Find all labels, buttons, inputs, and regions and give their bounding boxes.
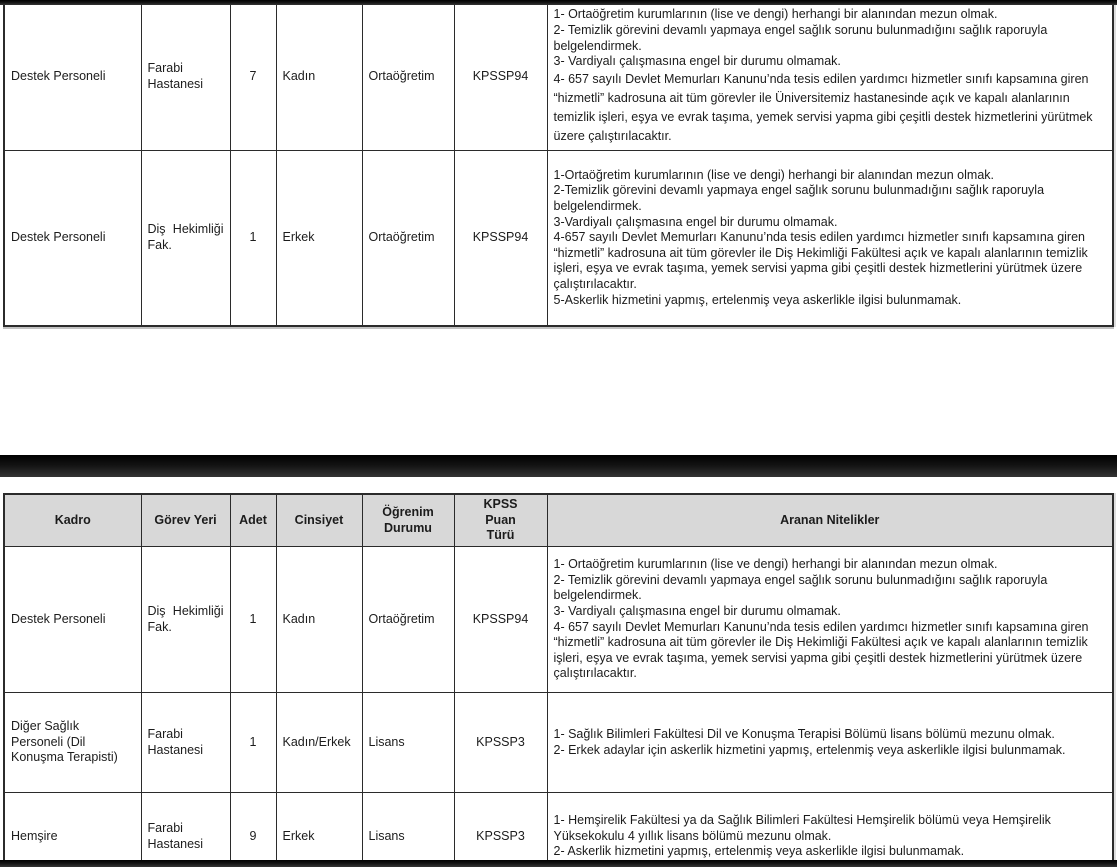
cell-kadro: Hemşire xyxy=(4,793,141,867)
header-gorev-yeri: Görev Yeri xyxy=(141,494,230,547)
cell-ogrenim-durumu: Lisans xyxy=(362,793,454,867)
table-row xyxy=(4,693,1113,793)
cell-gorev-yeri: Diş Hekimliği Fak. xyxy=(141,547,230,693)
table-row xyxy=(4,547,1113,693)
cell-kadro: Destek Personeli xyxy=(4,151,141,327)
header-ogrenim-durumu: Öğrenim Durumu xyxy=(362,494,454,547)
requirement-item: 5-Askerlik hizmetini yapmış, ertelenmiş veya askerlikle ilgisi bulunmamak. xyxy=(553,292,962,307)
cell-gorev-yeri: Farabi Hastanesi xyxy=(141,693,230,793)
requirement-item: 2- Erkek adaylar için askerlik hizmetini yapmış, ertelenmiş veya askerlikle ilgisi bulunmamak. xyxy=(553,742,1066,757)
cell-kpss-puan-turu: KPSSP94 xyxy=(454,547,547,693)
cell-kpss-puan-turu: KPSSP94 xyxy=(454,2,547,151)
header-row xyxy=(4,494,1113,547)
cell-ogrenim-durumu: Ortaöğretim xyxy=(362,2,454,151)
cell-kpss-puan-turu: KPSSP94 xyxy=(454,151,547,327)
requirement-item: 3- Vardiyalı çalışmasına engel bir durumu olmamak. xyxy=(553,603,841,618)
cell-cinsiyet: Erkek xyxy=(276,151,362,327)
requirement-item: 2-Temizlik görevini devamlı yapmaya engel sağlık sorunu bulunmadığını sağlık raporuyla belgelendirmek. xyxy=(553,183,1045,213)
requirement-item: 3- Vardiyalı çalışmasına engel bir durumu olmamak. xyxy=(553,54,841,69)
header-kadro: Kadro xyxy=(4,494,141,547)
table-row xyxy=(4,151,1113,327)
requirement-item: 4- 657 sayılı Devlet Memurları Kanunu’nda tesis edilen yardımcı hizmetler sınıfı kapsamına giren “hizmetli” kadrosuna ait tüm görevler ile Üniversitemiz hastanesinde açık ve kapalı alanlarının temizlik işleri, eşya ve evrak taşıma, yemek servisi yapma gibi çeşitli destek hizmetlerini yürütmek üzere çalıştırılacaktır. xyxy=(553,71,1093,143)
requirement-item: 1- Ortaöğretim kurumlarının (lise ve dengi) herhangi bir alanından mezun olmak. xyxy=(553,7,998,22)
cell-adet: 1 xyxy=(230,547,276,693)
cell-ogrenim-durumu: Ortaöğretim xyxy=(362,151,454,327)
section-separator-bar xyxy=(0,455,1117,477)
cell-gorev-yeri: Diş Hekimliği Fak. xyxy=(141,151,230,327)
cell-ogrenim-durumu: Ortaöğretim xyxy=(362,547,454,693)
cell-kpss-puan-turu: KPSSP3 xyxy=(454,793,547,867)
cell-adet: 1 xyxy=(230,693,276,793)
positions-table-upper xyxy=(3,1,1114,327)
requirement-item: 4-657 sayılı Devlet Memurları Kanunu’nda tesis edilen yardımcı hizmetler sınıfı kapsamına giren “hizmetli” kadrosuna ait tüm görevler ile Diş Hekimliği Fakültesi açık ve kapalı alanlarının temizlik işleri, eşya ve evrak taşıma, yemek servisi yapma gibi çeşitli destek hizmetlerini yürütmek üzere çalıştırılacaktır. xyxy=(553,230,1088,292)
table-row xyxy=(4,793,1113,867)
requirement-item: 4- 657 sayılı Devlet Memurları Kanunu’nda tesis edilen yardımcı hizmetler sınıfı kapsamına giren “hizmetli” kadrosuna ait tüm görevler ile Diş Hekimliği Fakültesi açık ve kapalı alanlarının temizlik işleri, eşya ve evrak taşıma, yemek servisi yapma gibi çeşitli destek hizmetlerini yürütmek üzere çalıştırılacaktır. xyxy=(553,619,1089,681)
header-aranan-nitelikler: Aranan Nitelikler xyxy=(547,494,1113,547)
requirement-item: 1- Hemşirelik Fakültesi ya da Sağlık Bilimleri Fakültesi Hemşirelik bölümü veya Hemşirelik Yüksekokulu 4 yıllık lisans bölümü mezunu olmak. xyxy=(553,813,1051,843)
requirement-item: 2- Temizlik görevini devamlı yapmaya engel sağlık sorunu bulunmadığını sağlık raporuyla belgelendirmek. xyxy=(553,572,1048,603)
cell-cinsiyet: Kadın xyxy=(276,547,362,693)
requirement-item: 2- Temizlik görevini devamlı yapmaya engel sağlık sorunu bulunmadığını sağlık raporuyla belgelendirmek. xyxy=(553,22,1048,53)
header-adet: Adet xyxy=(230,494,276,547)
cell-kpss-puan-turu: KPSSP3 xyxy=(454,693,547,793)
bottom-separator-bar xyxy=(0,860,1117,867)
cell-aranan-nitelikler xyxy=(547,693,1113,793)
cell-aranan-nitelikler xyxy=(547,151,1113,327)
cell-gorev-yeri: Farabi Hastanesi xyxy=(141,2,230,151)
cell-adet: 7 xyxy=(230,2,276,151)
top-separator-bar xyxy=(0,0,1117,5)
requirement-item: 1-Ortaöğretim kurumlarının (lise ve dengi) herhangi bir alanından mezun olmak. xyxy=(553,167,994,182)
cell-cinsiyet: Erkek xyxy=(276,793,362,867)
cell-aranan-nitelikler xyxy=(547,2,1113,151)
cell-kadro: Destek Personeli xyxy=(4,547,141,693)
positions-table-lower xyxy=(3,493,1114,867)
table-row xyxy=(4,2,1113,151)
cell-kadro: Diğer Sağlık Personeli (Dil Konuşma Terapisti) xyxy=(4,693,141,793)
cell-aranan-nitelikler xyxy=(547,793,1113,867)
cell-ogrenim-durumu: Lisans xyxy=(362,693,454,793)
cell-cinsiyet: Kadın/Erkek xyxy=(276,693,362,793)
cell-gorev-yeri: Farabi Hastanesi xyxy=(141,793,230,867)
header-cinsiyet: Cinsiyet xyxy=(276,494,362,547)
cell-kadro: Destek Personeli xyxy=(4,2,141,151)
cell-adet: 9 xyxy=(230,793,276,867)
requirement-item: 2- Askerlik hizmetini yapmış, ertelenmiş veya askerlikle ilgisi bulunmamak. xyxy=(553,844,965,859)
requirement-item: 1- Sağlık Bilimleri Fakültesi Dil ve Konuşma Terapisi Bölümü lisans bölümü mezunu olmak. xyxy=(553,726,1055,741)
header-kpss-puan-turu: KPSS Puan Türü xyxy=(454,494,547,547)
requirement-item: 1- Ortaöğretim kurumlarının (lise ve dengi) herhangi bir alanından mezun olmak. xyxy=(553,557,998,571)
cell-cinsiyet: Kadın xyxy=(276,2,362,151)
cell-aranan-nitelikler xyxy=(547,547,1113,693)
requirement-item: 3-Vardiyalı çalışmasına engel bir durumu olmamak. xyxy=(553,214,838,229)
cell-adet: 1 xyxy=(230,151,276,327)
